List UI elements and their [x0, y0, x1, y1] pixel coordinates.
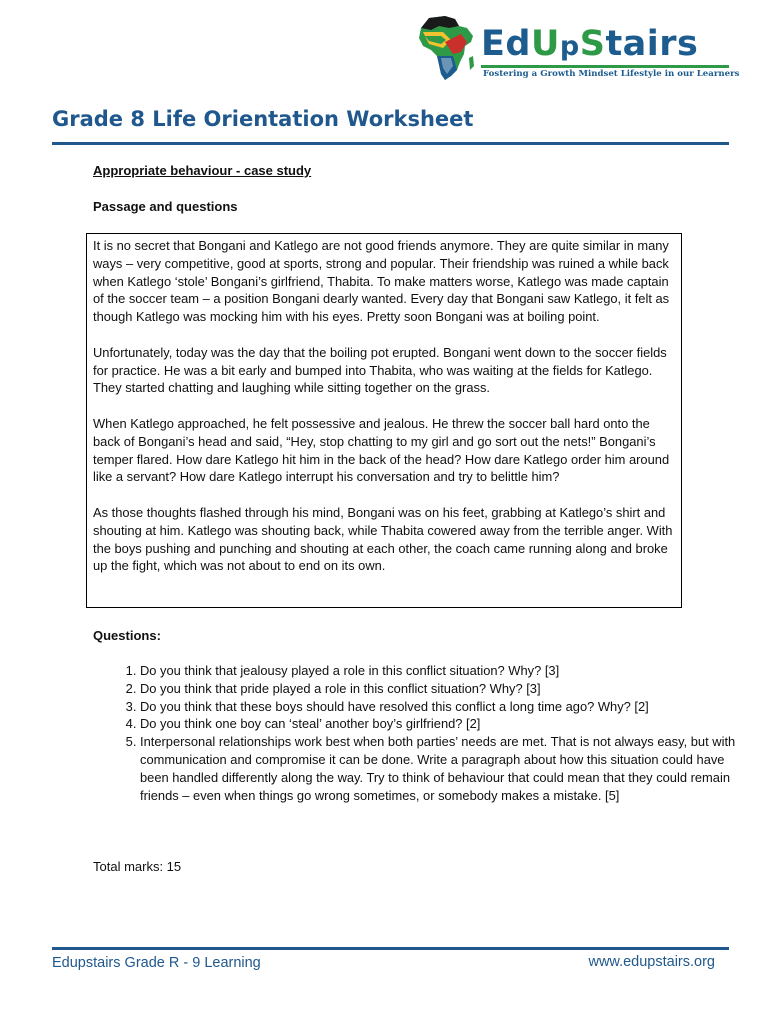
africa-map-icon — [415, 14, 481, 84]
question-item: 4. Do you think one boy can ‘steal’ another boy’s girlfriend? [2] — [140, 715, 740, 733]
question-item: 1. Do you think that jealousy played a role in this conflict situation? Why? [3] — [140, 662, 740, 680]
questions-list — [93, 662, 740, 804]
passage-paragraph: Unfortunately, today was the day that the boiling pot erupted. Bongani went down to the soccer fields for practice. He was a bit early and bumped into Thabita, who was waiting at the fields for Katlego. They started chatting and laughing while sitting together on the grass. — [93, 344, 667, 396]
total-marks: Total marks: 15 — [93, 859, 182, 874]
brand-name: EdUpStairs — [481, 24, 699, 64]
footer-text: Edupstairs Grade R - 9 Learning — [52, 955, 261, 971]
page-title: Grade 8 Life Orientation Worksheet — [52, 107, 474, 131]
footer-website-link[interactable]: www.edupstairs.org — [588, 954, 715, 970]
logo-tagline: Fostering a Growth Mindset Lifestyle in our Learners — [483, 69, 740, 79]
questions-heading: Questions: — [93, 628, 161, 643]
section-heading: Appropriate behaviour - case study — [93, 163, 312, 178]
logo-underline — [481, 65, 729, 68]
passage-heading: Passage and questions — [93, 199, 238, 214]
title-divider — [52, 142, 729, 145]
question-item: 5. Interpersonal relationships work best when both parties’ needs are met. That is not always easy, but with communication and compromise it can be done. Write a paragraph about how this situation could have been handled differently along the way. Try to think of behaviour that could mean that they could remain friends – even when things go wrong sometimes, or somebody makes a mistake. [5] — [140, 733, 740, 804]
question-item: 2. Do you think that pride played a role in this conflict situation? Why? [3] — [140, 680, 740, 698]
passage-box — [86, 233, 682, 608]
question-item: 3. Do you think that these boys should have resolved this conflict a long time ago? Why? [2] — [140, 698, 740, 716]
passage-paragraph: It is no secret that Bongani and Katlego are not good friends anymore. They are quite similar in many ways – very competitive, good at sports, strong and popular. Their friendship was ruined a while back when Katlego ‘stole’ Bongani’s girlfriend, Thabita. To make matters worse, Katlego was made captain of the soccer team – a position Bongani dearly wanted. Every day that Bongani saw Katlego, it felt as though Katlego was mocking him with his eyes. Pretty soon Bongani was at boiling point. — [93, 238, 670, 325]
footer-divider — [52, 947, 729, 950]
passage-paragraph: When Katlego approached, he felt possessive and jealous. He threw the soccer ball hard onto the back of Bongani’s head and said, “Hey, stop chatting to my girl and go sort out the nets!” Bongani’s temper flared. How dare Katlego hit him in the back of the head? How dare Katlego order him around like a servant? How dare Katlego interrupt his conversation and try to belittle him? — [93, 415, 670, 485]
edupstairs-logo — [415, 14, 740, 84]
passage-paragraph: As those thoughts flashed through his mind, Bongani was on his feet, grabbing at Katlego’s shirt and shouting at him. Katlego was shouting back, while Thabita cowered away from the terrible anger. With the boys pushing and punching and shouting at each other, the coach came running along and broke up the fight, which was not about to end on its own. — [93, 504, 673, 574]
